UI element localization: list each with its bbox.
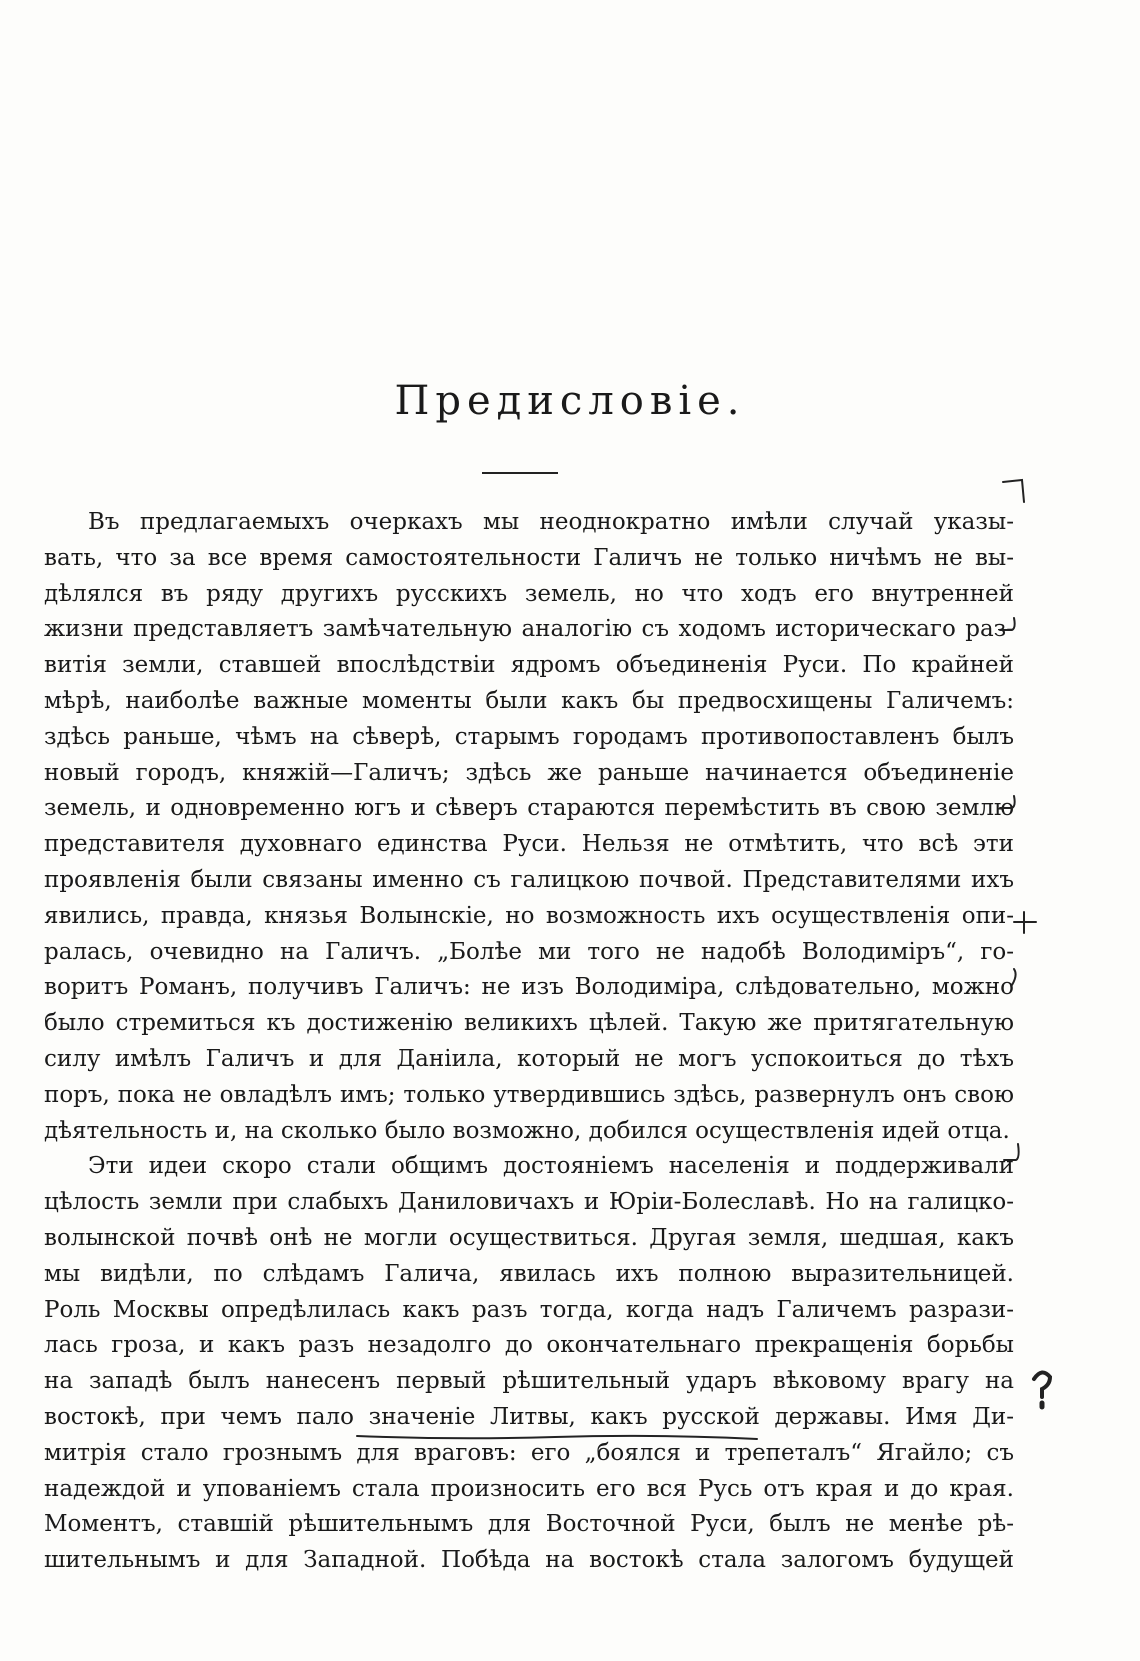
preface-text [44,505,1014,1579]
text-line: цѣлость земли при слабыхъ Даниловичахъ и Юріи-Болеславѣ. Но на галицко- [44,1189,1014,1216]
margin-hook-mark [998,788,1028,816]
text-line: на западѣ былъ нанесенъ первый рѣшительный ударъ вѣковому врагу на [44,1368,1014,1395]
text-line: поръ, пока не овладѣлъ имъ; только утвердившись здѣсь, развернулъ онъ свою [44,1081,1014,1108]
text-line: вать, что за все время самостоятельности Галичъ не только ничѣмъ не вы- [44,544,1014,571]
text-line: явились, правда, князья Волынскіе, но возможность ихъ осуществленія опи- [44,902,1014,929]
text-line: земель, и одновременно югъ и сѣверъ стараются перемѣстить въ свою землю [44,795,1014,822]
text-line: надеждой и упованіемъ стала произносить его вся Русь отъ края и до края. [44,1475,1014,1502]
text-line: Роль Москвы опредѣлилась какъ разъ тогда, когда надъ Галичемъ разрази- [44,1296,1014,1323]
page-title: Предисловіе. [394,378,746,424]
text-line: востокѣ, при чемъ пало значеніе Литвы, какъ русской державы. Имя Ди- [44,1403,1014,1430]
text-line: было стремиться къ достиженію великихъ цѣлей. Такую же притягательную [44,1010,1014,1037]
text-line: лась гроза, и какъ разъ незадолго до окончательнаго прекращенія борьбы [44,1332,1014,1359]
text-line: дѣятельность и, на сколько было возможно, добился осуществленія идей отца. [44,1117,1010,1144]
text-line: ралась, очевидно на Галичъ. „Болѣе ми того не надобѣ Володиміръ“, го- [44,938,1014,965]
text-line: жизни представляетъ замѣчательную аналогію съ ходомъ историческаго раз- [44,616,1014,643]
text-line: мѣрѣ, наиболѣе важные моменты были какъ бы предвосхищены Галичемъ: [44,687,1014,714]
text-line: дѣлялся въ ряду другихъ русскихъ земель, но что ходъ его внутренней [44,580,1014,607]
text-line: шительнымъ и для Западной. Побѣда на востокѣ стала залогомъ будущей [44,1547,1014,1574]
pen-underline-mark [355,1430,760,1444]
margin-hook-mark [998,608,1028,636]
text-line: здѣсь раньше, чѣмъ на сѣверѣ, старымъ городамъ противопоставленъ былъ [44,723,1014,750]
title-divider [482,472,558,474]
text-line: представителя духовнаго единства Руси. Нельзя не отмѣтить, что всѣ эти [44,831,1014,858]
margin-question-mark [1028,1367,1056,1411]
text-line: Въ предлагаемыхъ очеркахъ мы неоднократно имѣли случай указы- [88,509,1014,535]
text-line: воритъ Романъ, получивъ Галичъ: не изъ Володиміра, слѣдовательно, можно [44,974,1014,1001]
text-line: витія земли, ставшей впослѣдствіи ядромъ объединенія Руси. По крайней [44,652,1014,679]
text-line: проявленія были связаны именно съ галицкою почвой. Представителями ихъ [44,866,1014,893]
margin-hook-mark [1002,1138,1032,1170]
text-line: Эти идеи скоро стали общимъ достояніемъ населенія и поддерживали [88,1153,1014,1180]
text-line: новый городъ, княжій—Галичъ; здѣсь же раньше начинается объединеніе [44,759,1014,786]
text-line: мы видѣли, по слѣдамъ Галича, явилась ихъ полною выразительницей. [44,1260,1014,1287]
text-line: митрія стало грознымъ для враговъ: его „боялся и трепеталъ“ Ягайло; съ [44,1439,1014,1466]
margin-bracket-mark [1000,476,1030,506]
text-line: волынской почвѣ онѣ не могли осуществиться. Другая земля, шедшая, какъ [44,1224,1014,1251]
margin-comma-mark [1006,963,1024,989]
text-line: силу имѣлъ Галичъ и для Даніила, который не могъ успокоиться до тѣхъ [44,1045,1014,1072]
margin-cross-mark [1012,909,1038,935]
text-line: Моментъ, ставшій рѣшительнымъ для Восточной Руси, былъ не менѣе рѣ- [44,1511,1014,1538]
